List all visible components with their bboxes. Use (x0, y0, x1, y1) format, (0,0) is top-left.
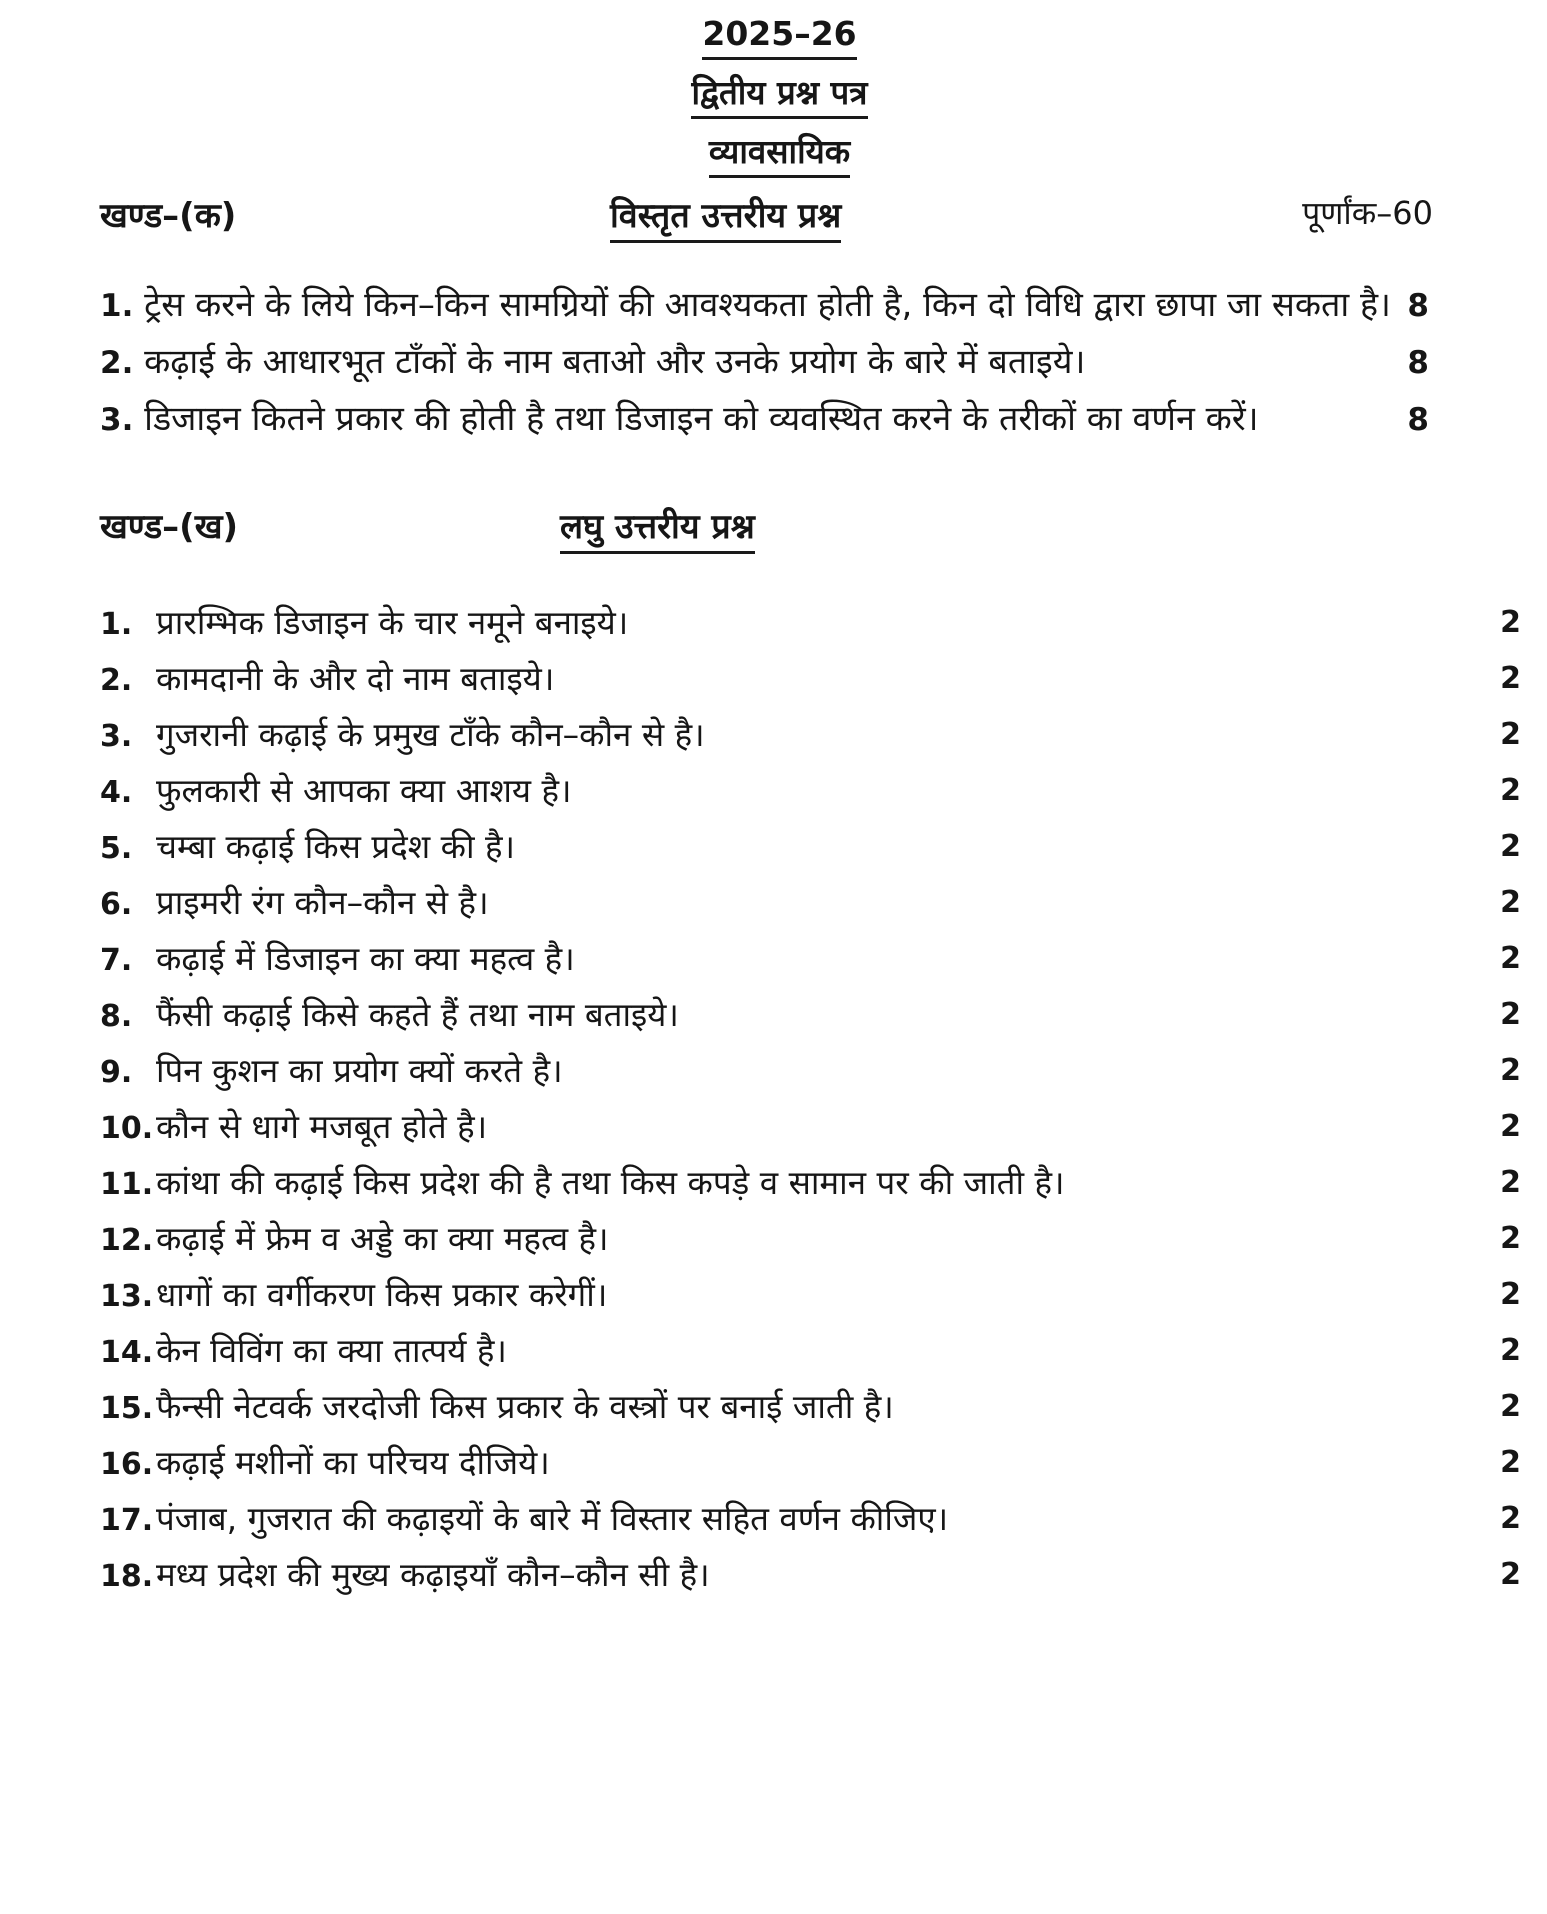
question-marks: 2 (1500, 997, 1521, 1032)
question-number: 2. (100, 345, 134, 381)
question-text: कांथा की कढ़ाई किस प्रदेश की है तथा किस कपड़े व सामान पर की जाती है। (156, 1163, 1065, 1202)
question-marks: 2 (1500, 717, 1521, 752)
question-marks: 2 (1500, 605, 1521, 640)
paper-title: द्वितीय प्रश्न पत्र (691, 73, 867, 119)
question-number: 5. (100, 831, 133, 866)
section-a-total-marks: पूर्णांक–60 (1302, 194, 1433, 232)
question-text: कामदानी के और दो नाम बताइये। (156, 659, 555, 698)
question-number: 13. (100, 1279, 154, 1314)
question-text: पिन कुशन का प्रयोग क्यों करते है। (156, 1051, 563, 1090)
question-row (100, 1380, 1521, 1436)
question-marks: 8 (1407, 288, 1429, 324)
question-marks: 2 (1500, 941, 1521, 976)
section-b-label: खण्ड–(ख) (100, 507, 239, 547)
question-number: 1. (100, 607, 133, 642)
question-number: 18. (100, 1559, 154, 1594)
question-marks: 2 (1500, 1053, 1521, 1088)
question-number: 6. (100, 887, 133, 922)
question-text: पंजाब, गुजरात की कढ़ाइयों के बारे में विस्तार सहित वर्णन कीजिए। (156, 1499, 949, 1538)
question-row (100, 334, 1459, 391)
question-row (100, 932, 1521, 988)
section-b-header (100, 502, 1459, 552)
section-a-question-list (100, 277, 1459, 448)
question-row (100, 876, 1521, 932)
question-number: 9. (100, 1055, 133, 1090)
question-row (100, 1156, 1521, 1212)
question-marks: 2 (1500, 1333, 1521, 1368)
question-marks: 2 (1500, 1501, 1521, 1536)
question-text: ट्रेस करने के लिये किन–किन सामग्रियों की आवश्यकता होती है, किन दो विधि द्वारा छापा जा सकता है। (144, 285, 1391, 325)
question-number: 7. (100, 943, 133, 978)
question-row (100, 1044, 1521, 1100)
question-text: कौन से धागे मजबूत होते है। (156, 1107, 488, 1146)
question-marks: 2 (1500, 1221, 1521, 1256)
question-row (100, 988, 1521, 1044)
question-text: धागों का वर्गीकरण किस प्रकार करेगीं। (156, 1275, 608, 1314)
question-row (100, 391, 1459, 448)
question-row (100, 1268, 1521, 1324)
question-number: 3. (100, 719, 133, 754)
question-number: 2. (100, 663, 133, 698)
paper-header (100, 0, 1459, 178)
question-text: डिजाइन कितने प्रकार की होती है तथा डिजाइन को व्यवस्थित करने के तरीकों का वर्णन करें। (144, 399, 1259, 439)
question-text: फैंसी कढ़ाई किसे कहते हैं तथा नाम बताइये। (156, 995, 679, 1034)
question-number: 16. (100, 1447, 154, 1482)
question-number: 14. (100, 1335, 154, 1370)
question-number: 12. (100, 1223, 154, 1258)
question-row (100, 708, 1521, 764)
question-row (100, 1548, 1521, 1604)
question-row (100, 764, 1521, 820)
section-a-title: विस्तृत उत्तरीय प्रश्न (610, 191, 841, 243)
question-number: 11. (100, 1167, 154, 1202)
question-number: 17. (100, 1503, 154, 1538)
question-text: मध्य प्रदेश की मुख्य कढ़ाइयाँ कौन–कौन सी है। (156, 1555, 710, 1594)
stream-title: व्यावसायिक (709, 132, 850, 178)
question-text: कढ़ाई मशीनों का परिचय दीजिये। (156, 1443, 550, 1482)
question-row (100, 596, 1521, 652)
section-b-title: लघु उत्तरीय प्रश्न (560, 502, 755, 554)
question-number: 10. (100, 1111, 154, 1146)
question-text: प्राइमरी रंग कौन–कौन से है। (156, 883, 489, 922)
question-text: फैन्सी नेटवर्क जरदोजी किस प्रकार के वस्त्रों पर बनाई जाती है। (156, 1387, 894, 1426)
question-marks: 2 (1500, 1109, 1521, 1144)
question-text: कढ़ाई में डिजाइन का क्या महत्व है। (156, 939, 575, 978)
question-marks: 8 (1407, 345, 1429, 381)
question-marks: 2 (1500, 773, 1521, 808)
question-row (100, 277, 1459, 334)
question-row (100, 820, 1521, 876)
question-number: 4. (100, 775, 133, 810)
question-marks: 2 (1500, 1389, 1521, 1424)
question-text: कढ़ाई के आधारभूत टाँकों के नाम बताओ और उनके प्रयोग के बारे में बताइये। (144, 342, 1086, 382)
question-marks: 2 (1500, 1165, 1521, 1200)
question-marks: 2 (1500, 885, 1521, 920)
question-marks: 2 (1500, 661, 1521, 696)
question-row (100, 652, 1521, 708)
section-a-label: खण्ड–(क) (100, 196, 237, 236)
session-year: 2025–26 (702, 14, 856, 60)
question-row (100, 1324, 1521, 1380)
question-text: केन विविंग का क्या तात्पर्य है। (156, 1331, 507, 1370)
question-number: 1. (100, 288, 134, 324)
question-marks: 2 (1500, 1445, 1521, 1480)
question-text: कढ़ाई में फ्रेम व अड्डे का क्या महत्व है। (156, 1219, 609, 1258)
question-row (100, 1212, 1521, 1268)
question-row (100, 1492, 1521, 1548)
section-b-question-list (100, 596, 1521, 1604)
question-marks: 2 (1500, 829, 1521, 864)
question-marks: 8 (1407, 402, 1429, 438)
question-marks: 2 (1500, 1557, 1521, 1592)
question-text: फुलकारी से आपका क्या आशय है। (156, 771, 572, 810)
question-text: प्रारम्भिक डिजाइन के चार नमूने बनाइये। (156, 603, 629, 642)
question-row (100, 1436, 1521, 1492)
question-number: 15. (100, 1391, 154, 1426)
section-a-header (100, 191, 1459, 241)
question-number: 8. (100, 999, 133, 1034)
question-number: 3. (100, 402, 134, 438)
question-text: चम्बा कढ़ाई किस प्रदेश की है। (156, 827, 516, 866)
question-marks: 2 (1500, 1277, 1521, 1312)
question-row (100, 1100, 1521, 1156)
question-text: गुजरानी कढ़ाई के प्रमुख टाँके कौन–कौन से है। (156, 715, 705, 754)
